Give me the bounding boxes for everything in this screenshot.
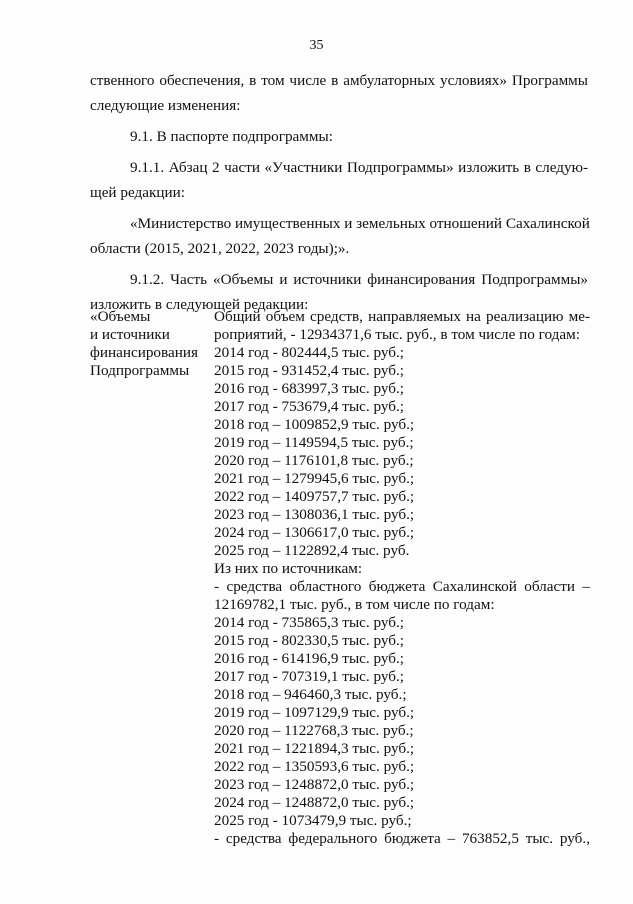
paragraph-line: области (2015, 2021, 2022, 2023 годы);». <box>90 240 350 257</box>
right-cell-line: 2025 год – 1122892,4 тыс. руб. <box>214 542 410 559</box>
right-cell-line: 2017 год - 707319,1 тыс. руб.; <box>214 668 405 685</box>
table-right-column <box>214 308 590 848</box>
paragraph-line: следующие изменения: <box>90 97 241 114</box>
body-text <box>90 68 588 323</box>
right-cell-line: 2016 год - 683997,3 тыс. руб.; <box>214 380 405 397</box>
left-cell-line: и источники <box>90 326 170 343</box>
left-cell-line: финансирования <box>90 344 198 361</box>
right-cell-line: Из них по источникам: <box>214 560 363 577</box>
paragraph-line: «Министерство имущественных и земельных отношений Сахалинской <box>130 215 590 232</box>
paragraph-line: изложить в следующей редакции: <box>90 296 309 313</box>
paragraph-intro <box>90 68 588 118</box>
right-cell-line: 2024 год – 1306617,0 тыс. руб.; <box>214 524 415 541</box>
right-cell-line: 2021 год – 1279945,6 тыс. руб.; <box>214 470 415 487</box>
table-left-column <box>90 308 208 380</box>
right-cell-line: 2022 год – 1409757,7 тыс. руб.; <box>214 488 415 505</box>
paragraph-line: щей редакции: <box>90 184 185 201</box>
paragraph-quote <box>90 211 588 261</box>
right-cell-line: 2023 год – 1308036,1 тыс. руб.; <box>214 506 415 523</box>
left-cell-line: Подпрограммы <box>90 362 190 379</box>
right-cell-line: 2018 год – 1009852,9 тыс. руб.; <box>214 416 415 433</box>
right-cell-line: 2018 год – 946460,3 тыс. руб.; <box>214 686 407 703</box>
right-cell-line: 2017 год - 753679,4 тыс. руб.; <box>214 398 405 415</box>
right-cell-line: 2014 год - 802444,5 тыс. руб.; <box>214 344 405 361</box>
right-cell-line: - средства федерального бюджета – 763852,5 тыс. руб., <box>214 830 590 847</box>
paragraph-9-1-1 <box>90 155 588 205</box>
right-cell-line: 2025 год - 1073479,9 тыс. руб.; <box>214 812 412 829</box>
right-cell-line: 2015 год - 931452,4 тыс. руб.; <box>214 362 405 379</box>
right-cell-line: 2020 год – 1122768,3 тыс. руб.; <box>214 722 414 739</box>
right-cell-line: 2020 год – 1176101,8 тыс. руб.; <box>214 452 414 469</box>
right-cell-line: 2014 год - 735865,3 тыс. руб.; <box>214 614 405 631</box>
paragraph-line: 9.1.2. Часть «Объемы и источники финансирования Подпрограммы» <box>130 271 588 288</box>
right-cell-line: 2023 год – 1248872,0 тыс. руб.; <box>214 776 415 793</box>
paragraph-9-1 <box>90 124 588 149</box>
right-cell-line: 2019 год – 1097129,9 тыс. руб.; <box>214 704 415 721</box>
right-cell-line: 2019 год – 1149594,5 тыс. руб.; <box>214 434 414 451</box>
left-cell-line: «Объемы <box>90 308 151 325</box>
paragraph-line: ственного обеспечения, в том числе в амбулаторных условиях» Программы <box>90 72 588 89</box>
right-cell-line: 2021 год – 1221894,3 тыс. руб.; <box>214 740 415 757</box>
page-number: 35 <box>309 38 324 53</box>
paragraph-line: 9.1. В паспорте подпрограммы: <box>130 128 333 145</box>
right-cell-line: - средства областного бюджета Сахалинской области – <box>214 578 590 595</box>
right-cell-line: 2016 год - 614196,9 тыс. руб.; <box>214 650 405 667</box>
right-cell-line: Общий объем средств, направляемых на реализацию ме- <box>214 308 590 325</box>
right-cell-line: 2024 год – 1248872,0 тыс. руб.; <box>214 794 415 811</box>
right-cell-line: 2022 год – 1350593,6 тыс. руб.; <box>214 758 415 775</box>
right-cell-line: 12169782,1 тыс. руб., в том числе по годам: <box>214 596 495 613</box>
right-cell-line: роприятий, - 12934371,6 тыс. руб., в том числе по годам: <box>214 326 580 343</box>
paragraph-line: 9.1.1. Абзац 2 части «Участники Подпрограммы» изложить в следую- <box>130 159 588 176</box>
right-cell-line: 2015 год - 802330,5 тыс. руб.; <box>214 632 405 649</box>
